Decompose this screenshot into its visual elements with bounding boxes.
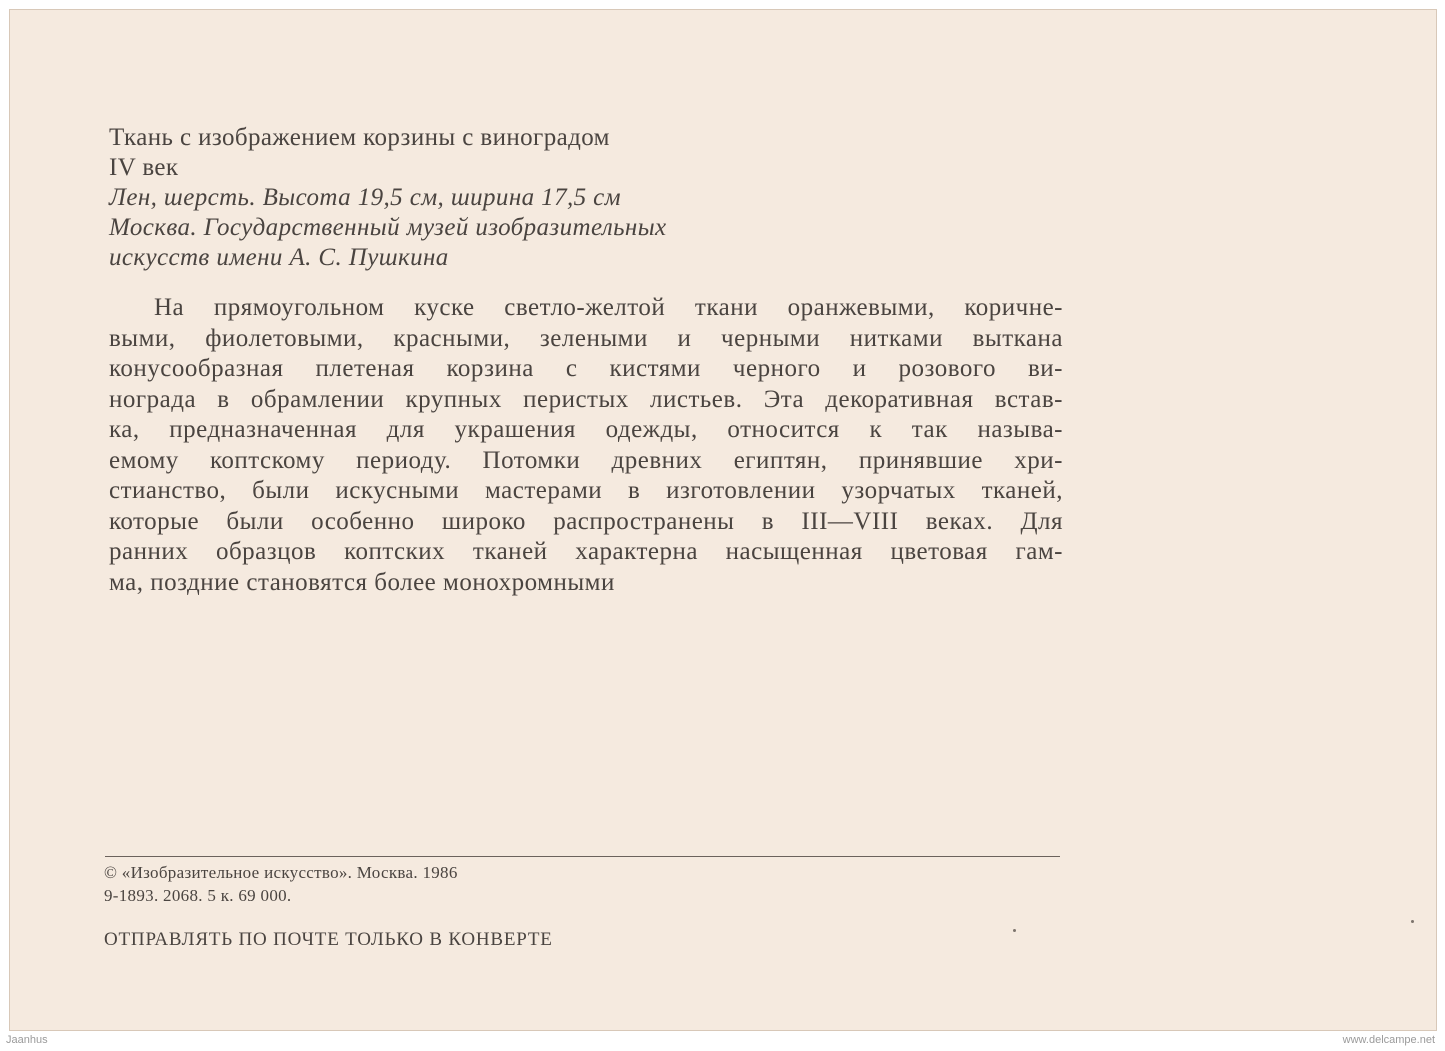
watermark-site: www.delcampe.net (1342, 1034, 1435, 1046)
artwork-title: Ткань с изображением корзины с виноградом (109, 124, 610, 151)
museum-line-2: искусств имени А. С. Пушкина (109, 244, 449, 271)
watermark-seller: Jaanhus (6, 1034, 48, 1046)
divider-rule (105, 856, 1060, 857)
description-line: конусообразная плетеная корзина с кистями черного и розового ви- (109, 355, 1063, 382)
print-codes: 9-1893. 2068. 5 к. 69 000. (104, 886, 292, 905)
description-line: ранних образцов коптских тканей характерна насыщенная цветовая гам- (109, 538, 1063, 565)
publisher-imprint (104, 861, 458, 907)
artwork-material-size: Лен, шерсть. Высота 19,5 см, ширина 17,5 см (109, 184, 622, 211)
paper-speck (1411, 920, 1414, 923)
museum-line-1: Москва. Государственный музей изобразительных (109, 214, 667, 241)
postcard-back (9, 9, 1437, 1031)
artwork-caption (109, 123, 667, 273)
paper-speck (1013, 929, 1016, 932)
artwork-century: IV век (109, 154, 179, 181)
description-paragraph (109, 293, 1063, 598)
description-line: стианство, были искусными мастерами в изготовлении узорчатых тканей, (109, 477, 1063, 504)
description-line: выми, фиолетовыми, красными, зелеными и черными нитками выткана (109, 324, 1063, 352)
description-line: емому коптскому периоду. Потомки древних египтян, принявшие хри- (109, 446, 1063, 474)
description-line: ка, предназначенная для украшения одежды, относится к так называ- (109, 416, 1063, 443)
description-line: ма, поздние становятся более монохромными (109, 568, 615, 596)
publisher-line: © «Изобразительное искусство». Москва. 1986 (104, 863, 458, 882)
description-line: На прямоугольном куске светло-желтой ткани оранжевыми, коричне- (154, 294, 1063, 321)
description-line: нограда в обрамлении крупных перистых листьев. Эта декоративная встав- (109, 385, 1063, 413)
mail-instruction: ОТПРАВЛЯТЬ ПО ПОЧТЕ ТОЛЬКО В КОНВЕРТЕ (104, 929, 553, 950)
description-line: которые были особенно широко распространены в III—VIII веках. Для (109, 507, 1063, 535)
